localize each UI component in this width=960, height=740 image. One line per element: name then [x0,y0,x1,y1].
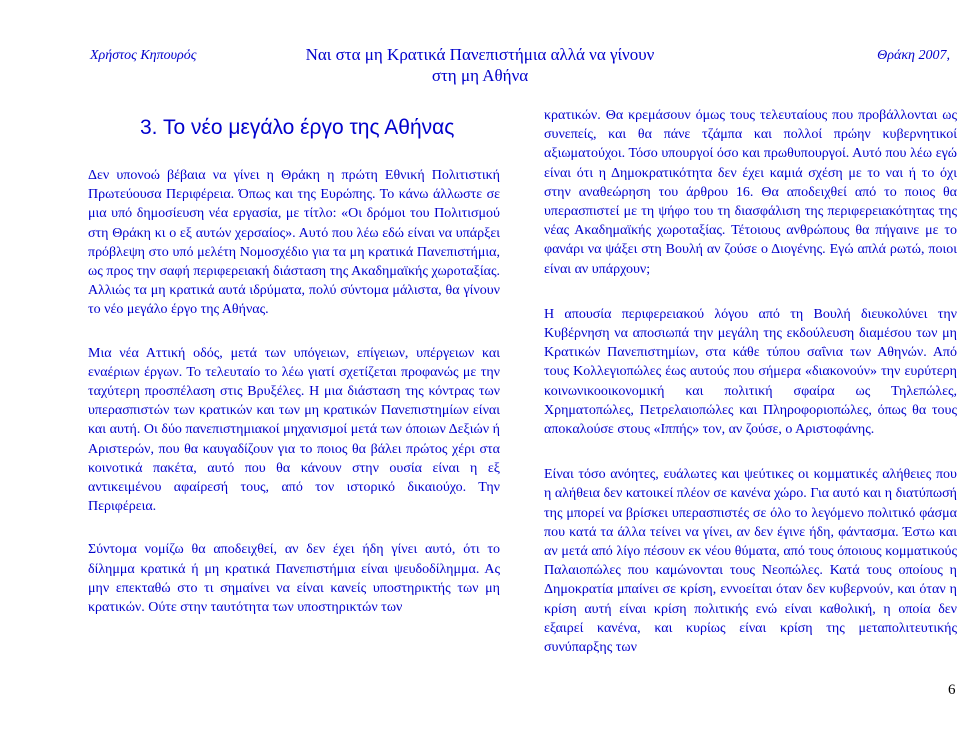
paragraph: Η απουσία περιφερειακού λόγου από τη Βουλή διευκολύνει την Κυβέρνηση να αποσιωπά την μεγάλη της εκδούλευση διαμέσου των μη Κρατικών Πανεπιστημίων, στα κάθε τύπου σαΐνια των Αθηνών. Από τους Κολλεγιοπώλες έως αυτούς που σήμερα «διακονούν» την ευρύτερη κοινωνικοοικονομική και πολιτική σφαίρα ως Τηλεπώλες, Χρηματοπώλες, Πετρελαιοπώλες και Πληροφοριοπώλες, όπως θα τους αποκαλούσε στους «Ιππής» τον, αν ζούσε, ο Αριστοφάνης. [544,306,957,438]
page-number: 6 [948,682,956,698]
paragraph: Σύντομα νομίζω θα αποδειχθεί, αν δεν έχει ήδη γίνει αυτό, ότι το δίλημμα κρατικά ή μη κρατικά Πανεπιστήμια είναι ψευδοδίλημμα. Ας μην επεκταθώ στο τι σημαίνει να είναι κανείς υποστηρικτής των μη κρατικών. Ούτε στην ταυτότητα των υποστηρικτών των [88,542,500,616]
section-title: 3. Το νέο μεγάλο έργο της Αθήνας [140,116,455,139]
right-column [544,106,957,657]
paragraph: Μια νέα Αττική οδός, μετά των υπόγειων, επίγειων, υπέργειων και εναέριων έργων. Το τελευταίο το λέω γιατί σχετίζεται προφανώς με την ταχύτερη προσπέλαση στις Βρυξέλες. Η μια διάσταση της κόντρας των υπερασπιστών των κρατικών και των μη κρατικών Πανεπιστημίων είναι και αυτή. Οι δύο πανεπιστημιακοί μηχανισμοί μετά των όποιων Δεξιών ή Αριστερών, που θα καυγαδίζουν για το ποιος θα βάλει πρώτος χέρι στα κοινοτικά πακέτα, αυτό που θα κάνουν στην ουσία είναι η εξ αντικειμένου αφαίρεσή τους, από τον ιστορικό δικαιούχο. Την Περιφέρεια. [88,345,500,515]
header-title: Ναι στα μη Κρατικά Πανεπιστήμια αλλά να γίνουν στη μη Αθήνα [305,45,655,85]
paragraph: Είναι τόσο ανόητες, ευάλωτες και ψεύτικες οι κομματικές αλήθειες που η αλήθεια δεν κατοικεί πλέον σε κανένα χώρο. Για αυτό και η διατύπωσή της μπορεί να βρίσκει υπερασπιστές σε όλο το λεγόμενο πολιτικό φάσμα που κατά τα άλλα τείνει να γίνει, αν δεν έγινε ήδη, φάντασμα. Έστω και αν μετά από λίγο πέσουν εκ νέου θύματα, από τους όποιους κομματικούς Παλαιοπώλες που καμώνονται τους Νεοπώλες. Κατά τους οποίους η Δημοκρατία μπαίνει σε κρίση, εννοείται όταν δεν κυβερνούν, και όταν η κρίση αυτή είναι κρίση πολιτικής ενώ είναι καθολική, η οποία δεν εξαιρεί κανένα, και κυρίως είναι κρίση της μεταπολιτευτικής συνύπαρξης των [544,467,957,656]
page-header [0,44,960,88]
paragraph: Δεν υπονοώ βέβαια να γίνει η Θράκη η πρώτη Εθνική Πολιτιστική Πρωτεύουσα Περιφέρεια. Όπως και της Ευρώπης. Το κάνω άλλωστε σε μια υπό δημοσίευση νέα εργασία, με τίτλο: «Οι δρόμοι του Πολιτισμού στη Θράκη κι ο εξ αυτών χερσαίος». Αυτό που λέω εδώ είναι να υπάρξει πρόβλεψη στο υπό μελέτη Νομοσχέδιο για τα μη κρατικά Πανεπιστήμια, ως προς την σαφή περιφερειακή διάσταση της Ακαδημαϊκής χωροταξίας. Αλλιώς τα μη κρατικά αυτά ιδρύματα, πολύ σύντομα μάλιστα, θα γίνουν το νέο μεγάλο έργο της Αθήνας. [88,168,500,318]
header-right: Θράκη 2007, [877,48,950,63]
paragraph: κρατικών. Θα κρεμάσουν όμως τους τελευταίους που προβάλλονται ως συνεπείς, και θα πάνε τζάμπα και πολλοί πρώην κυβερνητικοί αξιωματούχοι. Τόσο υπουργοί όσο και πρωθυπουργοί. Αυτό που λέω εγώ είναι ότι η Δημοκρατικότητα δεν έχει καμιά σχέση με το ναι ή το όχι στην αναθεώρηση του άρθρου 16. Θα αποδειχθεί από το ποιος θα υπερασπιστεί με τη ψήφο του τη διασφάλιση της περιφερειακότητας της νέας Ακαδημαϊκής χωροταξίας. Τέτοιους ανθρώπους θα πήγαινε με το φανάρι να ψάξει στη Βουλή αν ζούσε ο Διογένης. Εγώ απλά ρωτώ, ποιοι είναι αν υπάρχουν; [544,108,957,277]
left-column [88,108,500,617]
header-author: Χρήστος Κηπουρός [90,48,197,63]
